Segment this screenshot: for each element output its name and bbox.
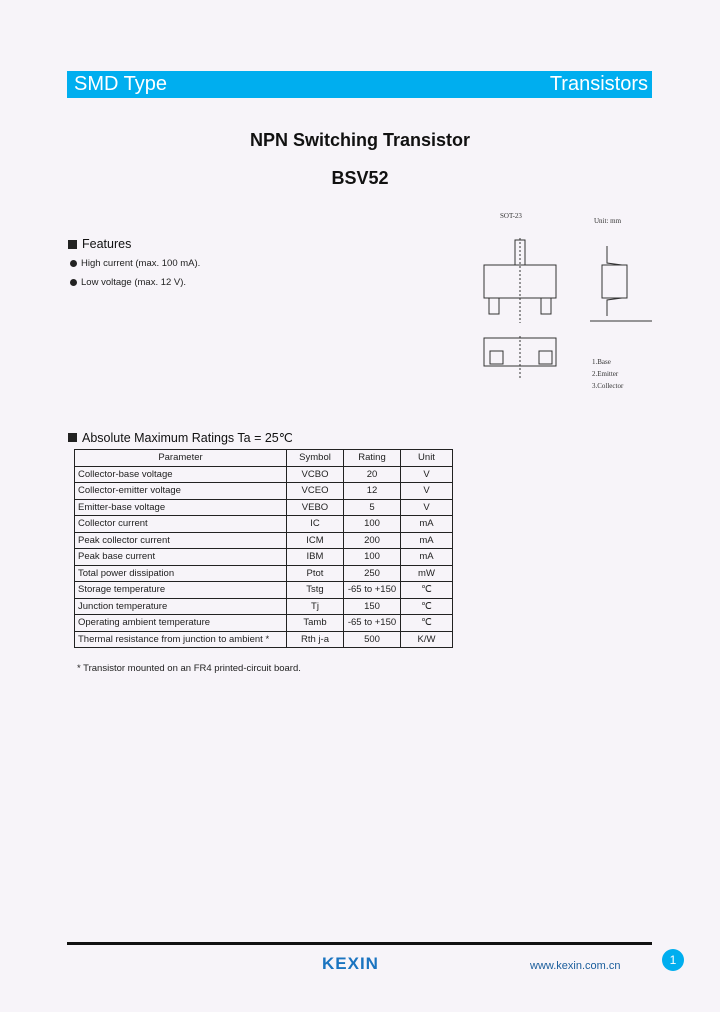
ratings-heading: Absolute Maximum Ratings Ta = 25℃ [68, 430, 293, 445]
col-rating: Rating [344, 450, 401, 467]
table-row: Storage temperature Tstg -65 to +150 ℃ [75, 582, 453, 599]
table-row: Emitter-base voltage VEBO 5 V [75, 499, 453, 516]
ratings-table [74, 449, 453, 648]
package-label: SOT-23 [500, 212, 522, 220]
square-bullet-icon [68, 240, 77, 249]
feature-item: High current (max. 100 mA). [70, 258, 200, 269]
features-heading: Features [68, 237, 131, 251]
col-parameter: Parameter [75, 450, 287, 467]
doc-title: NPN Switching Transistor [249, 130, 471, 150]
bullet-icon [70, 279, 77, 286]
col-symbol: Symbol [287, 450, 344, 467]
table-header-row [75, 450, 453, 467]
pin-label: 2.Emitter [592, 370, 619, 378]
col-unit: Unit [401, 450, 453, 467]
table-row: Operating ambient temperature Tamb -65 to +150 ℃ [75, 615, 453, 632]
website-link[interactable]: www.kexin.com.cn [530, 960, 621, 972]
header-right: Transistors [549, 73, 648, 95]
footer-divider [67, 942, 652, 945]
table-row: Peak collector current ICM 200 mA [75, 532, 453, 549]
table-row: Collector-emitter voltage VCEO 12 V [75, 483, 453, 500]
table-row: Total power dissipation Ptot 250 mW [75, 565, 453, 582]
feature-item: Low voltage (max. 12 V). [70, 277, 186, 288]
table-row: Junction temperature Tj 150 ℃ [75, 598, 453, 615]
pin-label: 1.Base [592, 358, 611, 366]
bullet-icon [70, 260, 77, 267]
header-left: SMD Type [74, 73, 167, 95]
header-banner [67, 71, 652, 98]
table-row: Thermal resistance from junction to ambient * Rth j-a 500 K/W [75, 631, 453, 648]
table-row: Collector current IC 100 mA [75, 516, 453, 533]
pin-label: 3.Collector [592, 382, 624, 390]
kexin-logo: KEXIN [322, 954, 379, 973]
part-number: BSV52 [331, 168, 389, 188]
square-bullet-icon [68, 433, 77, 442]
page-number-badge: 1 [662, 949, 684, 971]
unit-label: Unit: mm [594, 217, 622, 225]
footnote: * Transistor mounted on an FR4 printed-circuit board. [77, 663, 301, 674]
package-outline-diagram [462, 208, 662, 398]
table-row: Peak base current IBM 100 mA [75, 549, 453, 566]
sot23-drawing-icon [462, 208, 662, 398]
table-row: Collector-base voltage VCBO 20 V [75, 466, 453, 483]
